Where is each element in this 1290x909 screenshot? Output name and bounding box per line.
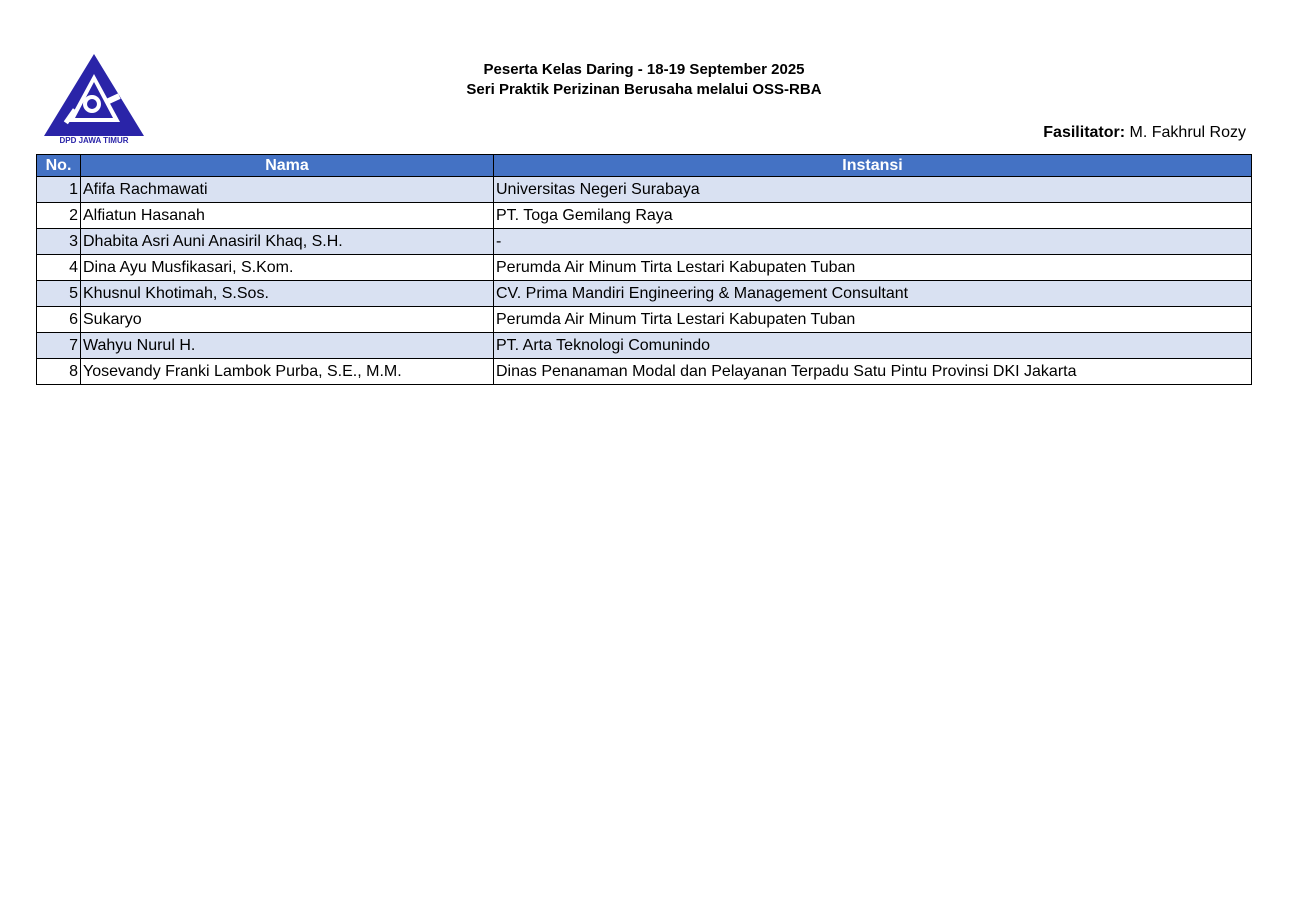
cell-instansi: Universitas Negeri Surabaya	[494, 177, 1252, 203]
table-row	[37, 229, 1252, 255]
cell-instansi: PT. Toga Gemilang Raya	[494, 203, 1252, 229]
cell-instansi: PT. Arta Teknologi Comunindo	[494, 333, 1252, 359]
cell-no: 4	[37, 255, 81, 281]
table-row	[37, 255, 1252, 281]
column-header-no: No.	[37, 155, 81, 177]
cell-instansi: Dinas Penanaman Modal dan Pelayanan Terpadu Satu Pintu Provinsi DKI Jakarta	[494, 359, 1252, 385]
table-row	[37, 333, 1252, 359]
column-header-nama: Nama	[81, 155, 494, 177]
facilitator-name: M. Fakhrul Rozy	[1129, 124, 1246, 141]
cell-no: 1	[37, 177, 81, 203]
cell-instansi: Perumda Air Minum Tirta Lestari Kabupaten Tuban	[494, 255, 1252, 281]
facilitator	[1043, 123, 1246, 143]
cell-nama: Dhabita Asri Auni Anasiril Khaq, S.H.	[81, 229, 494, 255]
document-title	[0, 60, 1290, 100]
participant-table	[36, 154, 1252, 385]
cell-nama: Alfiatun Hasanah	[81, 203, 494, 229]
cell-instansi: Perumda Air Minum Tirta Lestari Kabupaten Tuban	[494, 307, 1252, 333]
cell-nama: Wahyu Nurul H.	[81, 333, 494, 359]
title-line-2: Seri Praktik Perizinan Berusaha melalui OSS-RBA	[466, 81, 822, 98]
table-row	[37, 281, 1252, 307]
cell-instansi: -	[494, 229, 1252, 255]
cell-no: 3	[37, 229, 81, 255]
logo-caption: DPD JAWA TIMUR	[59, 136, 129, 145]
column-header-instansi: Instansi	[494, 155, 1252, 177]
table-row	[37, 359, 1252, 385]
cell-nama: Yosevandy Franki Lambok Purba, S.E., M.M.	[81, 359, 494, 385]
cell-no: 2	[37, 203, 81, 229]
title-line-1: Peserta Kelas Daring - 18-19 September 2025	[483, 61, 805, 78]
cell-no: 8	[37, 359, 81, 385]
cell-no: 7	[37, 333, 81, 359]
table-row	[37, 203, 1252, 229]
facilitator-label: Fasilitator:	[1043, 124, 1126, 141]
table-header-row	[37, 155, 1252, 177]
cell-nama: Dina Ayu Musfikasari, S.Kom.	[81, 255, 494, 281]
cell-instansi: CV. Prima Mandiri Engineering & Management Consultant	[494, 281, 1252, 307]
table-row	[37, 307, 1252, 333]
cell-nama: Afifa Rachmawati	[81, 177, 494, 203]
cell-nama: Khusnul Khotimah, S.Sos.	[81, 281, 494, 307]
cell-nama: Sukaryo	[81, 307, 494, 333]
table-row	[37, 177, 1252, 203]
cell-no: 6	[37, 307, 81, 333]
cell-no: 5	[37, 281, 81, 307]
